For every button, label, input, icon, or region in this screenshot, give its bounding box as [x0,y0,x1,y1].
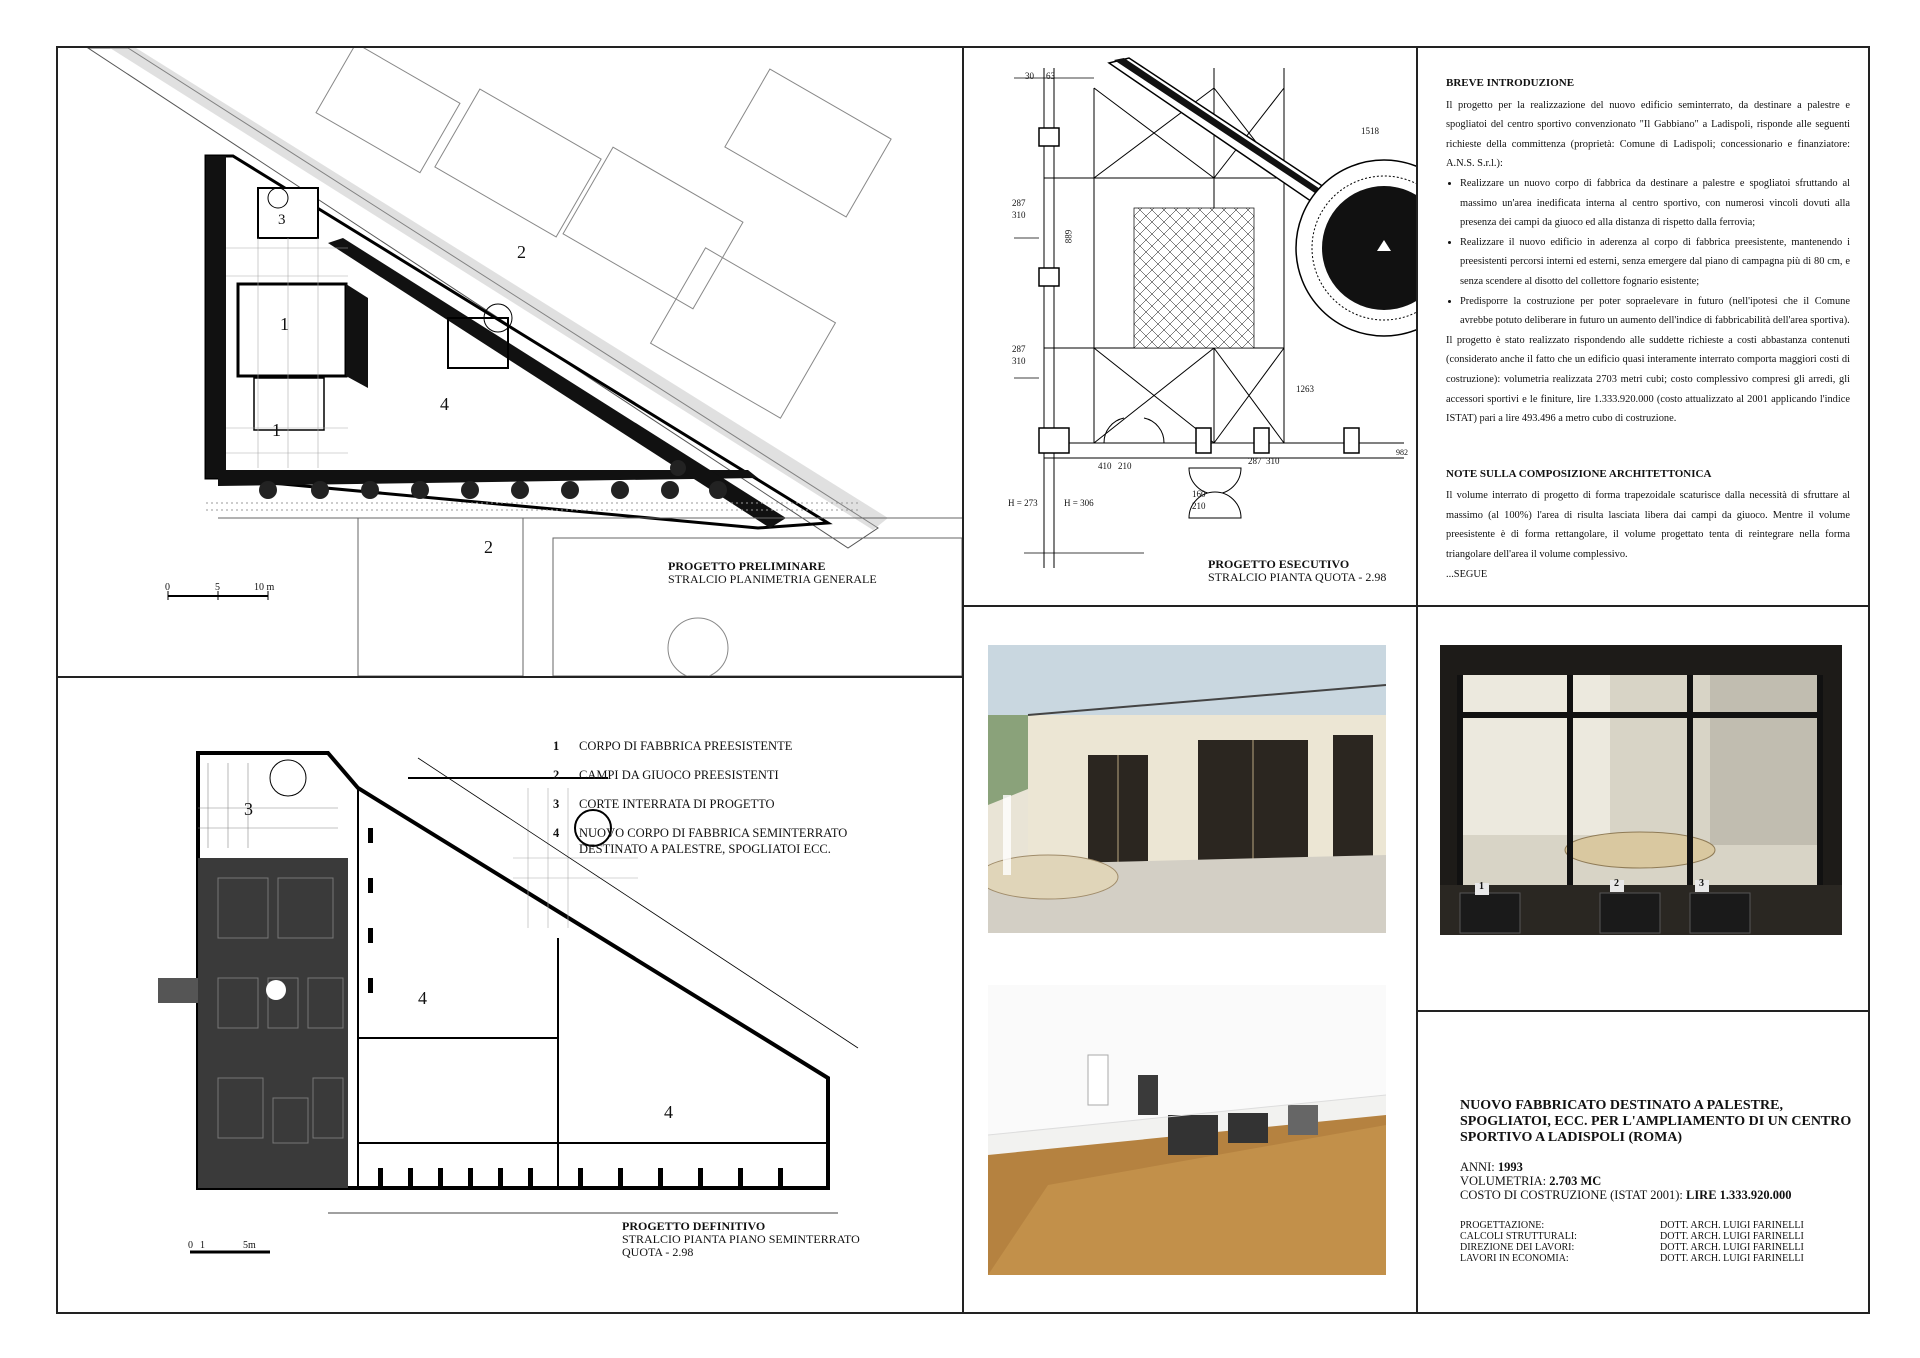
legend-item [553,825,879,857]
photo-marker-3: 3 [1699,878,1704,889]
legend-number: 2 [553,768,560,782]
exec-dim-889: 889 [1063,229,1074,244]
legend-text: CORTE INTERRATA DI PROGETTO [579,797,775,811]
divider-vertical-right [1416,46,1418,1314]
definitive-label-4a: 4 [418,988,427,1008]
legend-number: 3 [553,797,560,811]
photo-gym-interior [988,985,1386,1275]
exec-height-306: H = 306 [1064,498,1094,508]
intro-bullet-2: • Realizzare il nuovo edificio in aderenza al corpo di fabbrica preesistente, mantenendo i preesistenti percorsi interni ed esterni, senza emergere dal piano di campagna più di 80 cm, e senza scendere al disotto del collettore fognario esistente; [1460,233,1850,292]
plan-label-1a: 1 [280,314,289,334]
executive-caption-title: PROGETTO ESECUTIVO [1208,557,1350,571]
legend-number: 4 [553,826,560,840]
preliminary-caption-title: PROGETTO PRELIMINARE [668,559,826,573]
volume-label: VOLUMETRIA: [1460,1174,1547,1188]
intro-bullet-3: • Predisporre la costruzione per poter sopraelevare in futuro (nell'ipotesi che il Comune avrebbe potuto deliberare in futuro un aumento dell'indice di fabbricabilità dell'area sportiva). [1460,292,1850,331]
project-title: NUOVO FABBRICATO DESTINATO A PALESTRE, SPOGLIATOI, ECC. PER L'AMPLIAMENTO DI UN CENTRO SPORTIVO A LADISPOLI (ROMA) [1460,1098,1852,1145]
legend-text: NUOVO CORPO DI FABBRICA SEMINTERRATO DESTINATO A PALESTRE, SPOGLIATOI ECC. [579,826,848,856]
exec-dim-410: 410 [1098,461,1112,471]
definitive-caption-sub: STRALCIO PIANTA PIANO SEMINTERRATO [622,1232,860,1246]
credit-name: DOTT. ARCH. LUIGI FARINELLI [1660,1220,1804,1231]
preliminary-scale-10: 10 m [254,582,275,593]
composition-paragraph: Il volume interrato di progetto di forma trapezoidale scaturisce dalla necessità di sfruttare al massimo (al 100%) l'area di risulta lasciata libera dai campi da giuoco. Mentre il volume preesistente è di forma rettangolare, il volume progettato tenta di reintegrare nella forma triangolare dell'area il volume complessivo. [1446,490,1850,561]
preliminary-scale-0: 0 [165,582,170,593]
project-meta [1460,1160,1860,1202]
intro-bullet-list [1446,174,1850,331]
exec-dim-287b: 287 [1012,344,1026,354]
segue-text: ...SEGUE [1446,568,1488,580]
credit-role: LAVORI IN ECONOMIA: [1460,1253,1569,1264]
divider-horizontal-right [1416,1010,1870,1012]
volume-value: 2.703 MC [1549,1174,1602,1188]
definitive-caption-sub2: QUOTA - 2.98 [622,1245,694,1259]
meta-cost [1460,1188,1860,1202]
legend-item [553,738,879,754]
photo-courtyard-facade [988,645,1386,933]
plan-label-2a: 2 [517,242,526,262]
meta-volume [1460,1174,1860,1188]
credit-role: CALCOLI STRUTTURALI: [1460,1231,1577,1242]
legend-text: CAMPI DA GIUOCO PREESISTENTI [579,768,779,782]
cost-label: COSTO DI COSTRUZIONE (ISTAT 2001): [1460,1188,1683,1202]
legend-item [553,796,879,812]
definitive-scale-0: 0 [188,1240,193,1251]
cost-value: LIRE 1.333.920.000 [1685,1188,1792,1202]
intro-heading: BREVE INTRODUZIONE [1446,77,1575,89]
years-value: 1993 [1497,1160,1523,1174]
definitive-caption [622,1220,860,1259]
credit-name: DOTT. ARCH. LUIGI FARINELLI [1660,1242,1804,1253]
plan-label-3: 3 [278,212,286,228]
executive-caption-sub: STRALCIO PIANTA QUOTA - 2.98 [1208,570,1387,584]
photo-marker-1: 1 [1479,881,1484,892]
definitive-scale-1: 1 [200,1240,205,1251]
legend-item [553,767,879,783]
executive-detail-plan [964,48,1416,604]
preliminary-caption [668,560,877,586]
composition-heading: NOTE SULLA COMPOSIZIONE ARCHITETTONICA [1446,467,1712,480]
exec-dim-287a: 287 [1012,198,1026,208]
credit-role: DIREZIONE DEI LAVORI: [1460,1242,1575,1253]
definitive-caption-title: PROGETTO DEFINITIVO [622,1219,766,1233]
project-title-block [1460,1098,1860,1264]
plan-label-2b: 2 [484,537,493,557]
definitive-scale-5m: 5m [243,1240,256,1251]
plan-label-1b: 1 [272,420,281,440]
exec-dim-310c: 310 [1266,456,1280,466]
divider-horizontal-middle [962,605,1870,607]
exec-dim-1518: 1518 [1361,126,1379,136]
credit-name: DOTT. ARCH. LUIGI FARINELLI [1660,1231,1804,1242]
exec-dim-30: 30 [1025,71,1034,81]
credit-role: PROGETTAZIONE: [1460,1220,1545,1231]
exec-dim-1263: 1263 [1296,384,1314,394]
intro-paragraph-1: Il progetto per la realizzazione del nuovo edificio seminterrato, da destinare a palestre e spogliatoi del centro sportivo convenzionato "Il Gabbiano" a Ladispoli, risponde alle seguenti richieste della committenza (proprietà: Comune di Ladispoli; concessionario e finanziatore: A.N.S. S.r.l.): [1446,99,1850,170]
exec-dim-63: 63 [1046,71,1055,81]
legend-number: 1 [553,739,560,753]
legend-text: CORPO DI FABBRICA PREESISTENTE [579,739,793,753]
definitive-label-4b: 4 [664,1102,673,1122]
plan-label-4: 4 [440,394,449,414]
years-label: ANNI: [1460,1160,1495,1174]
definitive-label-1: 1 [272,980,280,997]
exec-dim-160: 160 [1192,489,1206,499]
executive-caption [1208,558,1386,584]
intro-paragraph-2: Il progetto è stato realizzato rispondendo alle suddette richieste a costi abbastanza contenuti (considerato anche il fatto che un edificio quasi interamente interrato comporta maggiori costi di costruzione): volumetria realizzata 2703 metri cubi; costo complessivo compresi gli arredi, gli accessori sportivi e le finiture, lire 1.333.920.000 (costo attualizzato al 2001 applicando l'indice ISTAT) pari a lire 493.496 a metro cubo di costruzione. [1446,334,1850,425]
exec-dim-210a: 210 [1118,461,1132,471]
credit-name: DOTT. ARCH. LUIGI FARINELLI [1660,1253,1804,1264]
exec-dim-287c: 287 [1248,456,1262,466]
intro-bullet-1: • Realizzare un nuovo corpo di fabbrica da destinare a palestre e spogliatoi sfruttando al massimo un'area inedificata interna al centro sportivo, con numerosi vincoli dovuti alla presenza dei campi da giuoco ed alla distanza di rispetto dalla ferrovia; [1460,174,1850,233]
photo-glazed-courtyard [1440,645,1842,935]
intro-text-block [1446,74,1850,584]
exec-dim-982: 982 [1396,448,1408,457]
meta-years [1460,1160,1860,1174]
exec-height-273: H = 273 [1008,498,1038,508]
exec-dim-310a: 310 [1012,210,1026,220]
plan-legend [553,738,879,870]
photo-marker-2: 2 [1614,878,1619,889]
exec-dim-210b: 210 [1192,501,1206,511]
definitive-label-3: 3 [244,799,253,819]
exec-dim-310b: 310 [1012,356,1026,366]
preliminary-scale-5: 5 [215,582,220,593]
project-credits [1460,1220,1860,1264]
preliminary-caption-sub: STRALCIO PLANIMETRIA GENERALE [668,572,877,586]
